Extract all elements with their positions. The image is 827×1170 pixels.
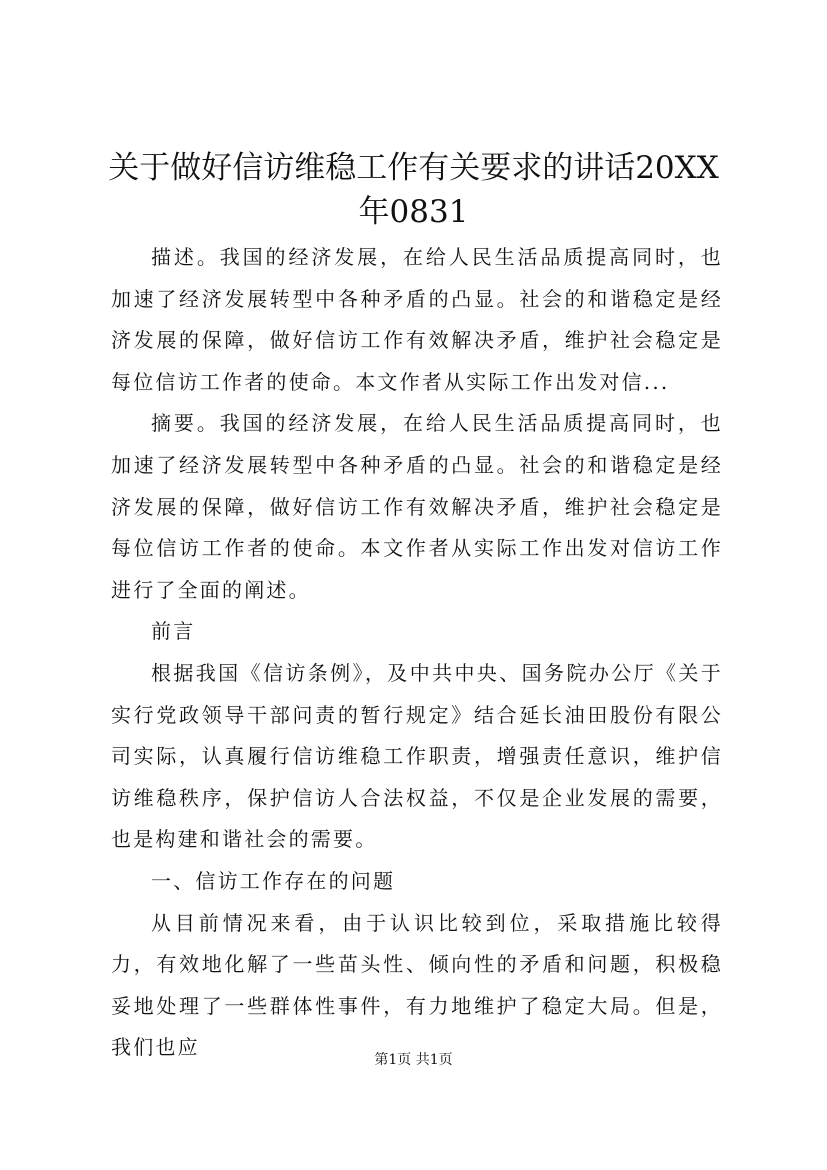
paragraph-section-one-body: 从目前情况来看，由于认识比较到位，采取措施比较得力，有效地化解了一些苗头性、倾向性的矛盾和问题，积极稳妥地处理了一些群体性事件，有力地维护了稳定大局。但是，我们也应 (111, 910, 723, 1060)
paragraph-abstract: 摘要。我国的经济发展，在给人民生活品质提高同时，也加速了经济发展转型中各种矛盾的凸显。社会的和谐稳定是经济发展的保障，做好信访工作有效解决矛盾，维护社会稳定是每位信访工作者的使命。本文作者从实际工作出发对信访工作进行了全面的阐述。 (111, 411, 723, 602)
document-body (111, 237, 723, 1069)
paragraph-preface-body: 根据我国《信访条例》，及中共中央、国务院办公厅《关于实行党政领导干部问责的暂行规定》结合延长油田股份有限公司实际，认真履行信访维稳工作职责，增强责任意识，维护信访维稳秩序，保护信访人合法权益，不仅是企业发展的需要，也是构建和谐社会的需要。 (111, 660, 723, 852)
heading-preface: 前言 (151, 619, 196, 644)
page-footer: 第1页 共1页 (374, 1052, 453, 1068)
paragraph-description: 描述。我国的经济发展，在给人民生活品质提高同时，也加速了经济发展转型中各种矛盾的凸显。社会的和谐稳定是经济发展的保障，做好信访工作有效解决矛盾，维护社会稳定是每位信访工作者的使命。本文作者从实际工作出发对信... (111, 245, 723, 394)
heading-section-one: 一、信访工作存在的问题 (151, 868, 396, 893)
document-title: 关于做好信访维稳工作有关要求的讲话20XX年0831 (108, 150, 719, 230)
